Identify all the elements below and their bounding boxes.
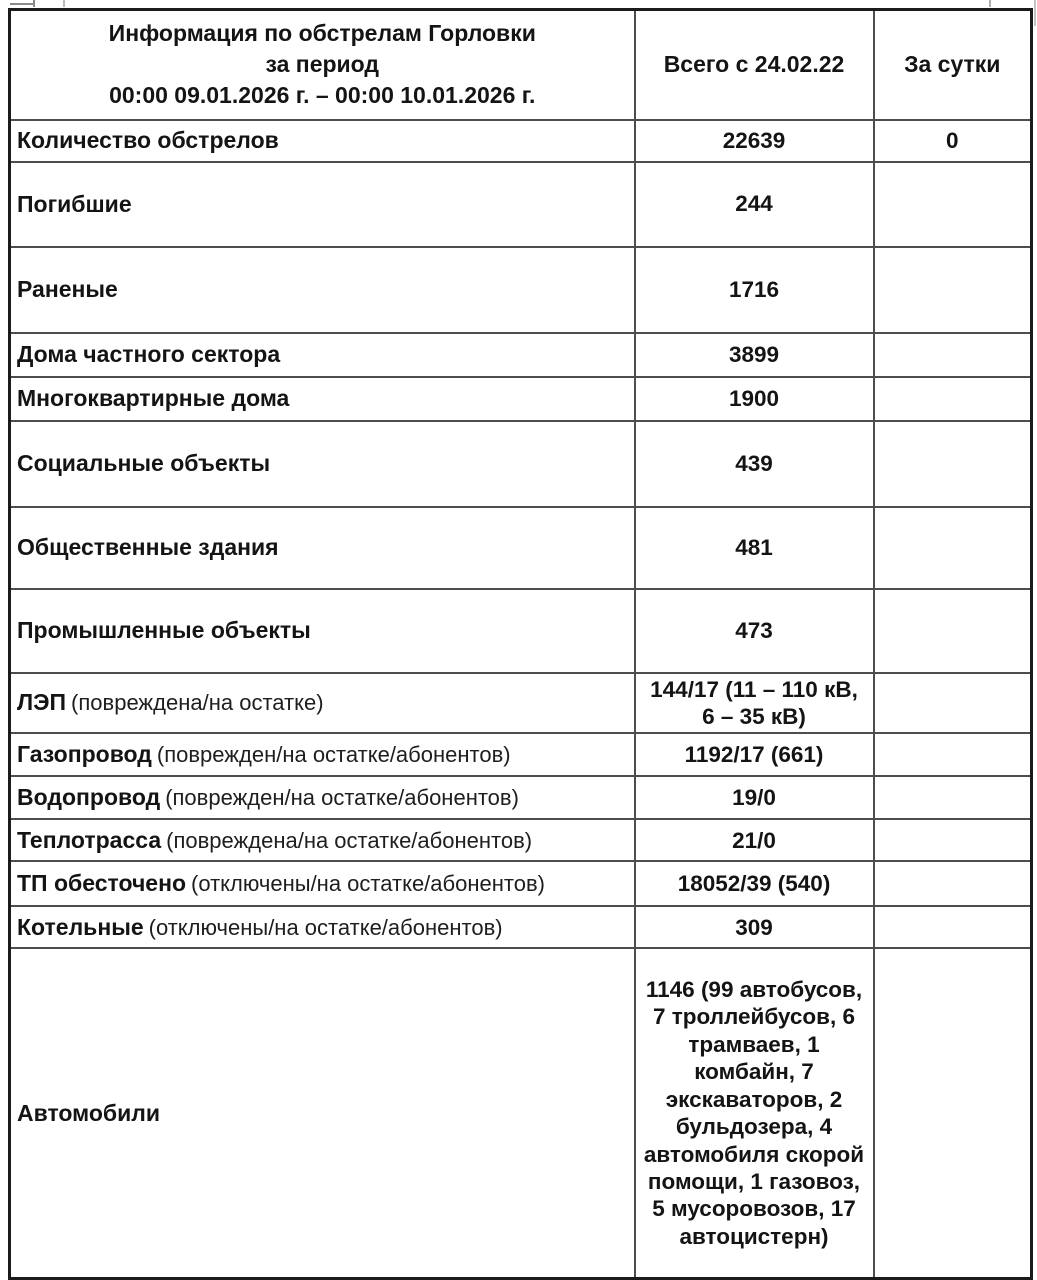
row-label: Количество обстрелов (17, 127, 279, 153)
title-line-1: Информация по обстрелам Горловки (108, 20, 536, 47)
row-total-value: 22639 (635, 120, 874, 162)
row-daily-value (874, 861, 1032, 906)
row-label: Раненые (17, 276, 118, 302)
row-label-note: (отключены/на остатке/абонентов) (191, 871, 545, 897)
row-total-value: 3899 (635, 333, 874, 377)
row-label-cell (10, 247, 635, 333)
row-label-note: (поврежден/на остатке/абонентов) (156, 742, 511, 768)
top-crop-artifact (989, 0, 991, 7)
column-header-daily: За сутки (874, 10, 1032, 120)
row-label: Дома частного сектора (17, 341, 281, 367)
header-row (10, 10, 1032, 120)
row-label-cell (10, 819, 635, 861)
shelling-report-table (8, 8, 1033, 1280)
row-label-cell (10, 120, 635, 162)
column-header-total: Всего с 24.02.22 (635, 10, 874, 120)
row-total-value: 19/0 (635, 776, 874, 819)
row-label-cell (10, 733, 635, 776)
row-label: Автомобили (17, 1099, 161, 1126)
row-label-cell (10, 948, 635, 1278)
row-total-value: 1192/17 (661) (635, 733, 874, 776)
row-label-note: (повреждена/на остатке/абонентов) (166, 827, 533, 853)
table-row (10, 507, 1032, 589)
top-crop-artifact (63, 0, 65, 7)
row-total-value: 1146 (99 автобусов, 7 троллейбусов, 6 трамваев, 1 комбайн, 7 экскаваторов, 2 бульдозера, 4 автомобиля скорой помощи, 1 газовоз, 5 мусоровозов, 17 автоцистерн) (635, 948, 874, 1278)
row-label-cell (10, 333, 635, 377)
row-label: Водопровод (17, 784, 161, 811)
row-label-cell (10, 861, 635, 906)
table-row (10, 377, 1032, 421)
row-total-value: 18052/39 (540) (635, 861, 874, 906)
row-label-cell (10, 507, 635, 589)
table-row (10, 861, 1032, 906)
row-label: Общественные здания (17, 534, 279, 560)
title-line-2: за период (265, 51, 380, 78)
row-daily-value (874, 247, 1032, 333)
row-label-note: (поврежден/на остатке/абонентов) (165, 785, 519, 811)
table-row (10, 819, 1032, 861)
row-total-value: 144/17 (11 – 110 кВ, 6 – 35 кВ) (635, 673, 874, 734)
row-label-note: (повреждена/на остатке) (71, 690, 324, 716)
row-daily-value (874, 507, 1032, 589)
row-label: Теплотрасса (17, 826, 162, 853)
table-row (10, 120, 1032, 162)
row-label: Промышленные объекты (17, 617, 311, 643)
row-total-value: 473 (635, 589, 874, 673)
top-crop-artifact (33, 0, 35, 7)
row-total-value: 481 (635, 507, 874, 589)
row-label: Социальные объекты (17, 450, 271, 476)
row-label: Газопровод (17, 741, 152, 768)
table-row (10, 733, 1032, 776)
row-daily-value (874, 333, 1032, 377)
row-daily-value (874, 421, 1032, 507)
table-title (10, 10, 635, 120)
row-daily-value (874, 819, 1032, 861)
table-row (10, 247, 1032, 333)
row-label: ЛЭП (17, 689, 67, 716)
row-daily-value (874, 776, 1032, 819)
table-row (10, 948, 1032, 1278)
top-crop-artifact (10, 3, 34, 5)
row-label-cell (10, 906, 635, 948)
row-total-value: 439 (635, 421, 874, 507)
row-total-value: 244 (635, 162, 874, 247)
row-label-cell (10, 673, 635, 734)
row-daily-value (874, 673, 1032, 734)
row-label-cell (10, 421, 635, 507)
row-label: Многоквартирные дома (17, 385, 290, 411)
table-row (10, 673, 1032, 734)
row-label: Погибшие (17, 190, 132, 217)
title-line-3: 00:00 09.01.2026 г. – 00:00 10.01.2026 г. (109, 82, 536, 109)
row-label-cell (10, 776, 635, 819)
table-row (10, 421, 1032, 507)
right-crop-artifact (1034, 0, 1036, 26)
row-daily-value (874, 948, 1032, 1278)
table-row (10, 162, 1032, 247)
row-daily-value: 0 (874, 120, 1032, 162)
row-daily-value (874, 162, 1032, 247)
table-row (10, 333, 1032, 377)
table-row (10, 906, 1032, 948)
row-total-value: 309 (635, 906, 874, 948)
row-label-cell (10, 162, 635, 247)
row-label: ТП обесточено (17, 870, 187, 897)
table-row (10, 589, 1032, 673)
row-total-value: 21/0 (635, 819, 874, 861)
row-total-value: 1900 (635, 377, 874, 421)
row-daily-value (874, 906, 1032, 948)
row-daily-value (874, 589, 1032, 673)
row-daily-value (874, 733, 1032, 776)
row-label-note: (отключены/на остатке/абонентов) (148, 914, 503, 940)
row-total-value: 1716 (635, 247, 874, 333)
row-daily-value (874, 377, 1032, 421)
table-row (10, 776, 1032, 819)
row-label-cell (10, 589, 635, 673)
row-label-cell (10, 377, 635, 421)
row-label: Котельные (17, 913, 144, 940)
